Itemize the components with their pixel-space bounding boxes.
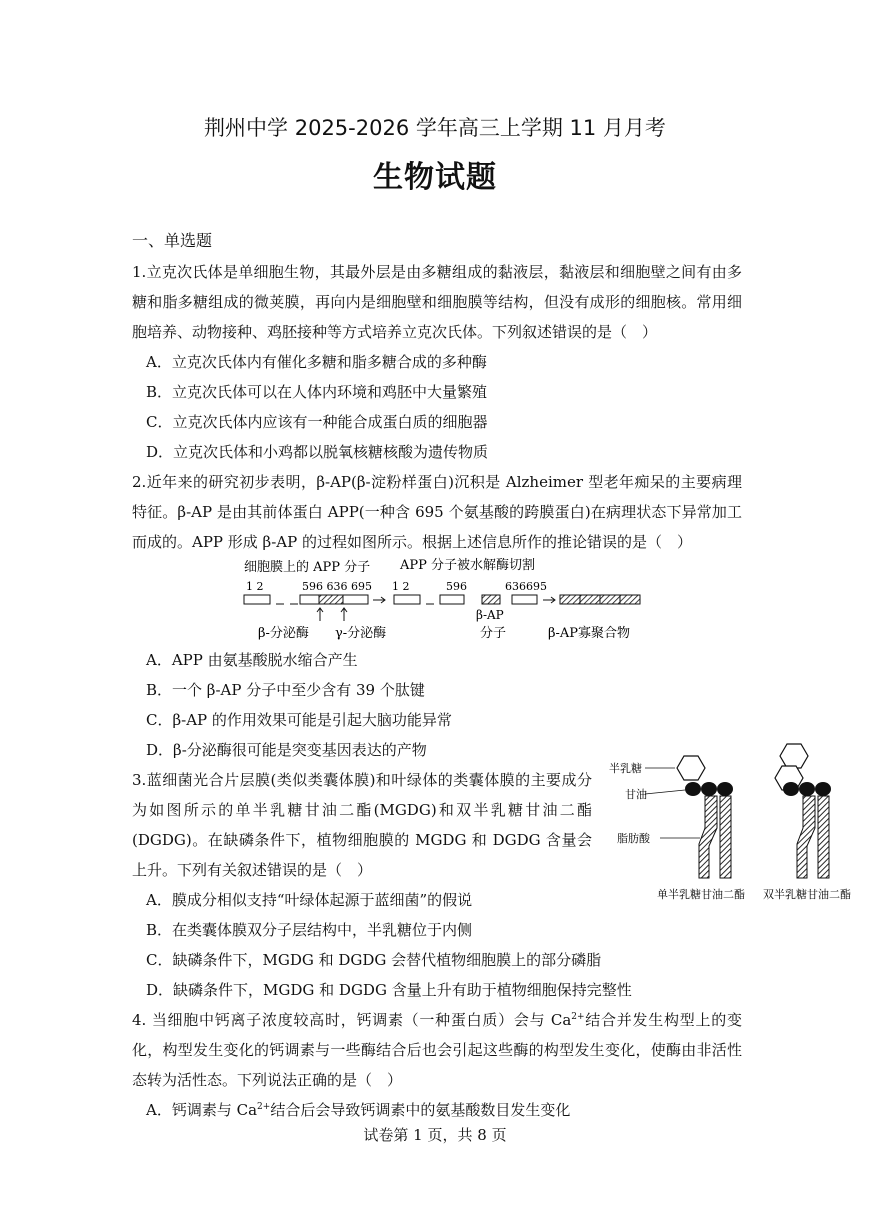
fig-aggregate-label: β-AP寡聚合物 — [548, 626, 631, 641]
q3-stem: 3.蓝细菌光合片层膜(类似类囊体膜)和叶绿体的类囊体膜的主要成分为如图所示的单半乳糖甘油二酯(MGDG)和双半乳糖甘油二酯(DGDG)。在缺磷条件下，植物细胞膜的 MGDG 和 DGDG 含量会上升。下列有关叙述错误的是（ ） — [132, 771, 592, 879]
mgdg-molecule — [677, 756, 733, 878]
label-fatty-acid: 脂肪酸 — [617, 832, 650, 845]
section-heading: 一、单选题 — [132, 231, 213, 250]
fig-label-app: 细胞膜上的 APP 分子 — [244, 560, 371, 575]
q4-option-a — [132, 1095, 742, 1125]
subject-title: 生物试题 — [373, 160, 497, 195]
q3-option-a: A．膜成分相似支持“叶绿体起源于蓝细菌”的假说 — [146, 891, 473, 909]
q2-option-d: D．β-分泌酶很可能是突变基因表达的产物 — [146, 741, 427, 759]
cleaved-fragments — [394, 595, 537, 604]
beta-cut-arrow — [317, 608, 323, 621]
dgdg-molecule — [775, 744, 831, 878]
label-galactose: 半乳糖 — [609, 762, 642, 775]
q2-option-c: C．β-AP 的作用效果可能是引起大脑功能异常 — [146, 711, 452, 729]
q1-option-a: A．立克次氏体内有催化多糖和脂多糖合成的多种酶 — [146, 353, 487, 371]
label-glycerol: 甘油 — [625, 788, 647, 801]
fig-nums-2: 596 636 695 — [302, 580, 372, 593]
q4-option-a-part1: A．钙调素与 Ca — [146, 1101, 258, 1119]
fig-label-cut: APP 分子被水解酶切割 — [400, 558, 536, 573]
q4-option-a-sup: 2+ — [257, 1102, 271, 1112]
gamma-cut-arrow — [341, 608, 347, 621]
q4-stem-sup: 2+ — [571, 1012, 585, 1022]
q2-stem: 2.近年来的研究初步表明，β-AP(β-淀粉样蛋白)沉积是 Alzheimer 型老年痴呆的主要病理特征。β-AP 是由其前体蛋白 APP(一种含 695 个氨基酸的跨膜蛋白)在病理状态下异常加工而成的。APP 形成 β-AP 的过程如图所示。根据上述信息所作的推论错误的是（ ） — [132, 473, 742, 551]
fig-nums-4: 596 — [446, 580, 467, 593]
q3-option-b: B．在类囊体膜双分子层结构中，半乳糖位于内侧 — [146, 921, 473, 939]
q4-option-a-part2: 结合后会导致钙调素中的氨基酸数目发生变化 — [270, 1101, 571, 1119]
label-dgdg: 双半乳糖甘油二酯 — [763, 888, 851, 901]
fig-nums-3: 1 2 — [392, 580, 410, 593]
q1-stem: 1.立克次氏体是单细胞生物，其最外层是由多糖组成的黏液层，黏液层和细胞壁之间有由多糖和脂多糖组成的微荚膜，再向内是细胞壁和细胞膜等结构，但没有成形的细胞核。常用细胞培养、动物接种、鸡胚接种等方式培养立克次氏体。下列叙述错误的是（ ） — [132, 263, 742, 341]
q4-stem — [132, 1005, 742, 1095]
glycolipid-figure — [605, 736, 860, 906]
q3-option-d: D．缺磷条件下，MGDG 和 DGDG 含量上升有助于植物细胞保持完整性 — [146, 981, 632, 999]
process-arrow — [373, 597, 385, 603]
q3-option-c: C．缺磷条件下，MGDG 和 DGDG 会替代植物细胞膜上的部分磷脂 — [146, 951, 602, 969]
q2-option-b: B．一个 β-AP 分子中至少含有 39 个肽键 — [146, 681, 425, 699]
fig-nums-5: 636695 — [505, 580, 547, 593]
exam-title: 荆州中学 2025-2026 学年高三上学期 11 月月考 — [204, 116, 666, 140]
aggregation-arrow — [543, 597, 555, 603]
page-footer: 试卷第 1 页，共 8 页 — [363, 1126, 507, 1144]
fig-beta-ap-molecule: 分子 — [480, 626, 507, 641]
fig-gamma-enzyme: γ-分泌酶 — [335, 626, 387, 641]
fig-beta-ap: β-AP — [476, 608, 504, 622]
q2-option-a: A．APP 由氨基酸脱水缩合产生 — [146, 651, 358, 669]
questions-content — [132, 257, 742, 1125]
q1-option-c: C．立克次氏体内应该有一种能合成蛋白质的细胞器 — [146, 413, 488, 431]
beta-ap-aggregate — [560, 595, 640, 604]
q4-stem-part2: 结合并发生构型上的变化，构型发生变化的钙调素与一些酶结合后也会引起这些酶的构型发生变化，使酶由非活性态转为活性态。下列说法正确的是（ ） — [132, 1011, 742, 1089]
app-molecule — [244, 595, 368, 604]
label-mgdg: 单半乳糖甘油二酯 — [657, 888, 745, 901]
q4-stem-part1: 4. 当细胞中钙离子浓度较高时，钙调素（一种蛋白质）会与 Ca — [132, 1011, 572, 1029]
q1-option-b: B．立克次氏体可以在人体内环境和鸡胚中大量繁殖 — [146, 383, 488, 401]
fig-nums-1: 1 2 — [246, 580, 264, 593]
q1-option-d: D．立克次氏体和小鸡都以脱氧核糖核酸为遗传物质 — [146, 443, 489, 461]
fig-beta-enzyme: β-分泌酶 — [258, 626, 309, 641]
app-cleavage-figure — [240, 557, 650, 645]
